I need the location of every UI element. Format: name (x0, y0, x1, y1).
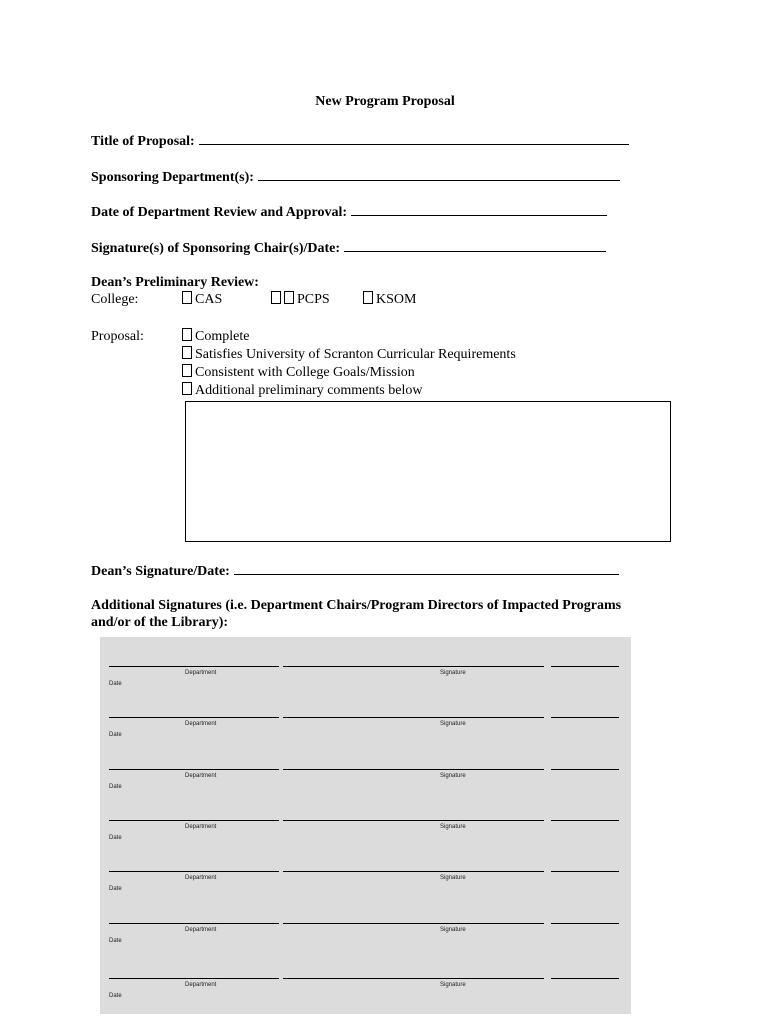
date-label: Date (109, 784, 122, 790)
signature-field[interactable] (283, 717, 544, 718)
signature-row (100, 666, 631, 706)
deans-signature-row (91, 561, 619, 580)
sponsoring-department-row (91, 167, 620, 186)
date-label: Date (109, 886, 122, 892)
date-field[interactable] (551, 717, 619, 718)
signature-label: Signature (440, 982, 466, 988)
signature-row (100, 717, 631, 757)
department-label: Department (185, 982, 217, 988)
signature-field[interactable] (283, 820, 544, 821)
department-label: Department (185, 875, 217, 881)
title-of-proposal-field[interactable] (199, 131, 629, 145)
signature-row (100, 769, 631, 809)
college-option-ksom[interactable]: KSOM (363, 291, 416, 308)
department-field[interactable] (109, 820, 279, 821)
title-of-proposal-row (91, 131, 629, 150)
signature-chair-row (91, 238, 606, 257)
date-label: Date (109, 732, 122, 738)
sponsoring-department-label: Sponsoring Department(s): (91, 170, 254, 185)
department-field[interactable] (109, 717, 279, 718)
checkbox-icon[interactable] (182, 291, 192, 304)
department-field[interactable] (109, 923, 279, 924)
deans-review-heading: Dean’s Preliminary Review: (91, 275, 259, 290)
proposal-option-comments[interactable]: Additional preliminary comments below (182, 382, 422, 399)
department-field[interactable] (109, 871, 279, 872)
date-label: Date (109, 938, 122, 944)
signature-field[interactable] (283, 978, 544, 979)
department-field[interactable] (109, 978, 279, 979)
proposal-option-complete[interactable]: Complete (182, 328, 249, 345)
date-field[interactable] (551, 871, 619, 872)
department-field[interactable] (109, 666, 279, 667)
college-option-pcps[interactable]: PCPS (271, 291, 330, 308)
checkbox-icon[interactable] (182, 328, 192, 341)
additional-signatures-heading-line1: Additional Signatures (i.e. Department Chairs/Program Directors of Impacted Programs (91, 598, 622, 613)
signature-field[interactable] (283, 769, 544, 770)
date-label: Date (109, 993, 122, 999)
signature-chair-field[interactable] (344, 238, 606, 252)
signature-label: Signature (440, 875, 466, 881)
checkbox-icon[interactable] (182, 382, 192, 395)
signature-chair-label: Signature(s) of Sponsoring Chair(s)/Date: (91, 241, 341, 256)
signature-row (100, 978, 631, 1018)
signature-row (100, 871, 631, 911)
deans-signature-field[interactable] (234, 561, 619, 575)
date-review-field[interactable] (351, 202, 607, 216)
proposal-option-goals[interactable]: Consistent with College Goals/Mission (182, 364, 415, 381)
date-field[interactable] (551, 978, 619, 979)
signature-label: Signature (440, 824, 466, 830)
department-label: Department (185, 927, 217, 933)
checkbox-icon[interactable] (182, 364, 192, 377)
additional-signatures-heading-line2: and/or of the Library): (91, 615, 229, 630)
title-of-proposal-label: Title of Proposal: (91, 134, 195, 149)
college-label: College: (91, 292, 139, 307)
date-label: Date (109, 681, 122, 687)
date-field[interactable] (551, 666, 619, 667)
date-review-row (91, 202, 607, 221)
proposal-option-requirements[interactable]: Satisfies University of Scranton Curricular Requirements (182, 346, 516, 363)
comments-textarea[interactable] (185, 401, 671, 542)
checkbox-icon (284, 291, 294, 304)
deans-signature-label: Dean’s Signature/Date: (91, 564, 230, 579)
college-option-cas[interactable]: CAS (182, 291, 222, 308)
signature-label: Signature (440, 773, 466, 779)
department-label: Department (185, 773, 217, 779)
signature-label: Signature (440, 670, 466, 676)
signature-label: Signature (440, 721, 466, 727)
sponsoring-department-field[interactable] (258, 167, 620, 181)
signature-label: Signature (440, 927, 466, 933)
department-label: Department (185, 824, 217, 830)
date-review-label: Date of Department Review and Approval: (91, 205, 347, 220)
proposal-label: Proposal: (91, 329, 144, 344)
department-label: Department (185, 670, 217, 676)
signature-field[interactable] (283, 871, 544, 872)
checkbox-icon[interactable] (182, 346, 192, 359)
department-label: Department (185, 721, 217, 727)
date-field[interactable] (551, 820, 619, 821)
page-title: New Program Proposal (315, 94, 455, 109)
signature-row (100, 820, 631, 860)
date-field[interactable] (551, 769, 619, 770)
date-field[interactable] (551, 923, 619, 924)
department-field[interactable] (109, 769, 279, 770)
additional-signatures-panel (100, 637, 631, 1014)
signature-row (100, 923, 631, 963)
date-label: Date (109, 835, 122, 841)
checkbox-icon[interactable] (271, 291, 281, 304)
signature-field[interactable] (283, 666, 544, 667)
checkbox-icon[interactable] (363, 291, 373, 304)
signature-field[interactable] (283, 923, 544, 924)
